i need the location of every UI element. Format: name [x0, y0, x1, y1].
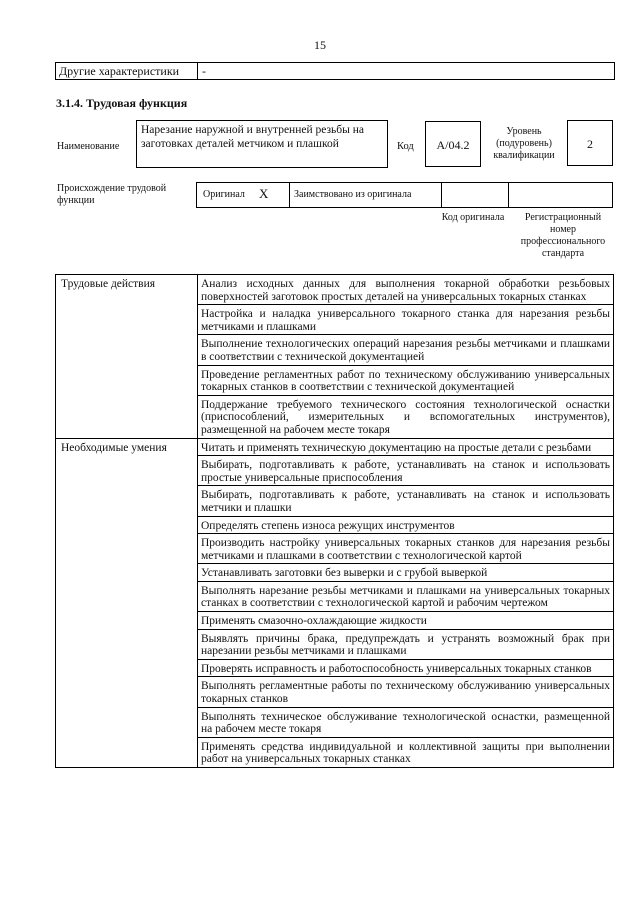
- origin-row: [196, 182, 613, 208]
- required-skill-item: Применять смазочно-охлаждающие жидкости: [198, 612, 614, 630]
- required-skill-item: Применять средства индивидуальной и коллективной защиты при выполнении работ на универсальных токарных станках: [198, 737, 614, 767]
- origin-original-cell: [197, 183, 290, 207]
- function-details-table: [55, 274, 614, 768]
- function-code: A/04.2: [425, 121, 481, 167]
- labor-action-item: Проведение регламентных работ по техническому обслуживанию универсальных токарных станков в соответствии с технической документацией: [198, 365, 614, 395]
- required-skill-item: Выявлять причины брака, предупреждать и устранять возможный брак при нарезании резьбы метчиками и плашками: [198, 629, 614, 659]
- origin-reg-number-cell: [509, 183, 612, 207]
- function-code-label: Код: [397, 141, 414, 152]
- labor-action-item: Настройка и наладка универсального токарного станка для нарезания резьбы метчиками и плашками: [198, 305, 614, 335]
- required-skill-item: Определять степень износа режущих инструментов: [198, 516, 614, 534]
- labor-action-item: Анализ исходных данных для выполнения токарной обработки резьбовых поверхностей заготовок простых деталей на универсальных токарных станках: [198, 275, 614, 305]
- other-characteristics-row: [55, 62, 615, 80]
- other-characteristics-value: -: [202, 64, 206, 78]
- required-skill-item: Выбирать, подготавливать к работе, устанавливать на станок и использовать метчики и плашки: [198, 486, 614, 516]
- section-heading: 3.1.4. Трудовая функция: [56, 96, 188, 110]
- labor-action-item: Поддержание требуемого технического состояния технологической оснастки (приспособлений, измерительных и вспомогательных инструментов), размещенной на рабочем месте токаря: [198, 395, 614, 438]
- labor-action-item: Выполнение технологических операций нарезания резьбы метчиками и плашками в соответствии с технической документацией: [198, 335, 614, 365]
- origin-original-mark: X: [259, 186, 269, 201]
- labor-action-row: [56, 275, 614, 305]
- qualification-level-label: Уровень (подуровень) квалификации: [493, 126, 555, 161]
- required-skill-item: Выполнять нарезание резьбы метчиками и плашками на универсальных токарных станках в соответствии с технологической картой и рабочим чертежом: [198, 581, 614, 611]
- required-skill-item: Выполнять регламентные работы по техническому обслуживанию универсальных токарных станков: [198, 677, 614, 707]
- function-name: Нарезание наружной и внутренней резьбы на заготовках деталей метчиком и плашкой: [136, 120, 388, 168]
- origin-borrowed-label: Заимствовано из оригинала: [294, 189, 412, 200]
- required-skill-item: Выполнять техническое обслуживание технологической оснастки, размещенной на рабочем месте токаря: [198, 707, 614, 737]
- required-skill-item: Выбирать, подготавливать к работе, устанавливать на станок и использовать простые универсальные приспособления: [198, 456, 614, 486]
- code-original-label: Код оригинала: [441, 212, 505, 223]
- origin-borrowed-cell: [290, 183, 442, 207]
- labor-action-group-label: Трудовые действия: [56, 275, 198, 439]
- required-skill-item: Устанавливать заготовки без выверки и с грубой выверкой: [198, 564, 614, 582]
- required-skill-item: Проверять исправность и работоспособность универсальных токарных станков: [198, 659, 614, 677]
- required-skill-row: [56, 438, 614, 456]
- required-skill-item: Читать и применять техническую документацию на простые детали с резьбами: [198, 438, 614, 456]
- function-name-label: Наименование: [57, 141, 120, 152]
- origin-original-label: Оригинал: [203, 189, 245, 200]
- qualification-level: 2: [567, 120, 613, 166]
- reg-number-label: Регистрационный номер профессионального стандарта: [520, 212, 606, 259]
- origin-label: Происхождение трудовой функции: [57, 183, 167, 206]
- required-skill-item: Производить настройку универсальных токарных станков для нарезания резьбы метчиками и плашками в соответствии с технологической картой: [198, 534, 614, 564]
- page-number: 15: [314, 38, 326, 52]
- other-characteristics-label: Другие характеристики: [56, 63, 198, 79]
- required-skill-group-label: Необходимые умения: [56, 438, 198, 767]
- origin-code-cell: [442, 183, 509, 207]
